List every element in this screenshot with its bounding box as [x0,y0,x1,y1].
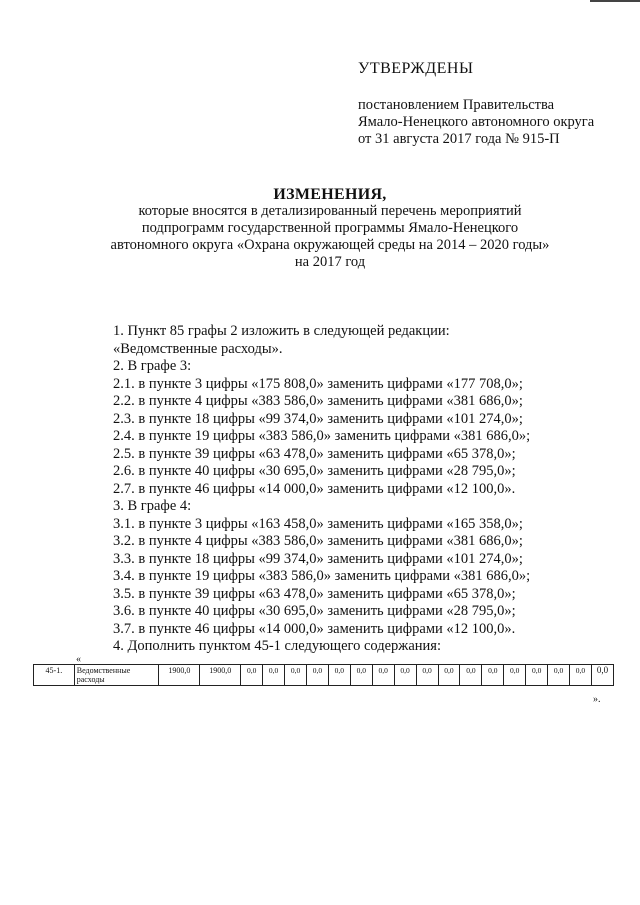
scan-edge-mark [590,0,640,2]
approval-line-1: постановлением Правительства [358,97,555,113]
change-item: 3.3. в пункте 18 цифры «99 374,0» заменить цифрами «101 274,0»; [113,550,523,567]
row-zero-cell: 0,0 [438,665,460,686]
change-item: 2. В графе 3: [113,358,192,374]
change-item: 3.6. в пункте 40 цифры «30 695,0» заменить цифрами «28 795,0»; [113,603,516,619]
row-zero-cell: 0,0 [504,665,526,686]
change-item: 1. Пункт 85 графы 2 изложить в следующей редакции: [113,323,450,339]
table-row [34,665,614,686]
approved-title: УТВЕРЖДЕНЫ [358,60,474,77]
row-zero-cell: 0,0 [350,665,372,686]
heading-line-2: подпрограмм государственной программы Ямало-Ненецкого [141,220,519,236]
new-item-table [33,664,614,686]
row-amount-1: 1900,0 [159,665,200,686]
approval-block [358,60,628,148]
row-zero-cell: 0,0 [482,665,504,686]
row-zero-cell: 0,0 [263,665,285,686]
change-item: 2.2. в пункте 4 цифры «383 586,0» заменить цифрами «381 686,0»; [113,393,523,409]
row-zero-cell: 0,0 [548,665,570,686]
document-heading [60,186,600,271]
change-item: 4. Дополнить пунктом 45-1 следующего содержания: [113,638,441,654]
document-title: ИЗМЕНЕНИЯ, [273,186,387,203]
row-zero-cell: 0,0 [306,665,328,686]
change-item: 3. В графе 4: [113,498,192,514]
row-zero-cell: 0,0 [570,665,592,686]
approval-line-3: от 31 августа 2017 года № 915-П [358,131,560,147]
row-name: Ведомственные расходы [74,665,159,686]
change-item: 3.1. в пункте 3 цифры «163 458,0» заменить цифрами «165 358,0»; [113,515,523,532]
change-item: 2.4. в пункте 19 цифры «383 586,0» заменить цифрами «381 686,0»; [113,428,531,444]
change-item: 2.7. в пункте 46 цифры «14 000,0» заменить цифрами «12 100,0». [113,480,516,497]
quote-open: « [76,654,81,665]
row-last-cell: 0,0 [591,665,613,686]
row-number: 45-1. [34,665,75,686]
row-zero-cell: 0,0 [372,665,394,686]
row-zero-cell: 0,0 [285,665,307,686]
row-amount-2: 1900,0 [200,665,241,686]
row-zero-cell: 0,0 [416,665,438,686]
change-item: 3.2. в пункте 4 цифры «383 586,0» заменить цифрами «381 686,0»; [113,533,523,549]
change-item: 2.3. в пункте 18 цифры «99 374,0» заменить цифрами «101 274,0»; [113,410,523,427]
heading-line-1: которые вносятся в детализированный перечень мероприятий [138,203,522,219]
change-item: 3.5. в пункте 39 цифры «63 478,0» заменить цифрами «65 378,0»; [113,585,516,602]
heading-line-4: на 2017 год [294,254,366,270]
change-item: 2.6. в пункте 40 цифры «30 695,0» заменить цифрами «28 795,0»; [113,463,516,479]
row-zero-cell: 0,0 [328,665,350,686]
approval-line-2: Ямало-Ненецкого автономного округа [358,114,595,130]
change-item: 3.4. в пункте 19 цифры «383 586,0» заменить цифрами «381 686,0»; [113,568,531,584]
heading-line-3: автономного округа «Охрана окружающей среды на 2014 – 2020 годы» [110,237,550,253]
change-item: 2.5. в пункте 39 цифры «63 478,0» заменить цифрами «65 378,0»; [113,445,516,462]
row-zero-cell: 0,0 [241,665,263,686]
quote-close: ». [593,694,601,705]
row-zero-cell: 0,0 [526,665,548,686]
change-item: 2.1. в пункте 3 цифры «175 808,0» заменить цифрами «177 708,0»; [113,375,523,392]
row-zero-cell: 0,0 [394,665,416,686]
row-zero-cell: 0,0 [460,665,482,686]
change-item: 3.7. в пункте 46 цифры «14 000,0» заменить цифрами «12 100,0». [113,620,516,637]
change-items-list [113,323,593,656]
change-item: «Ведомственные расходы». [113,340,283,357]
